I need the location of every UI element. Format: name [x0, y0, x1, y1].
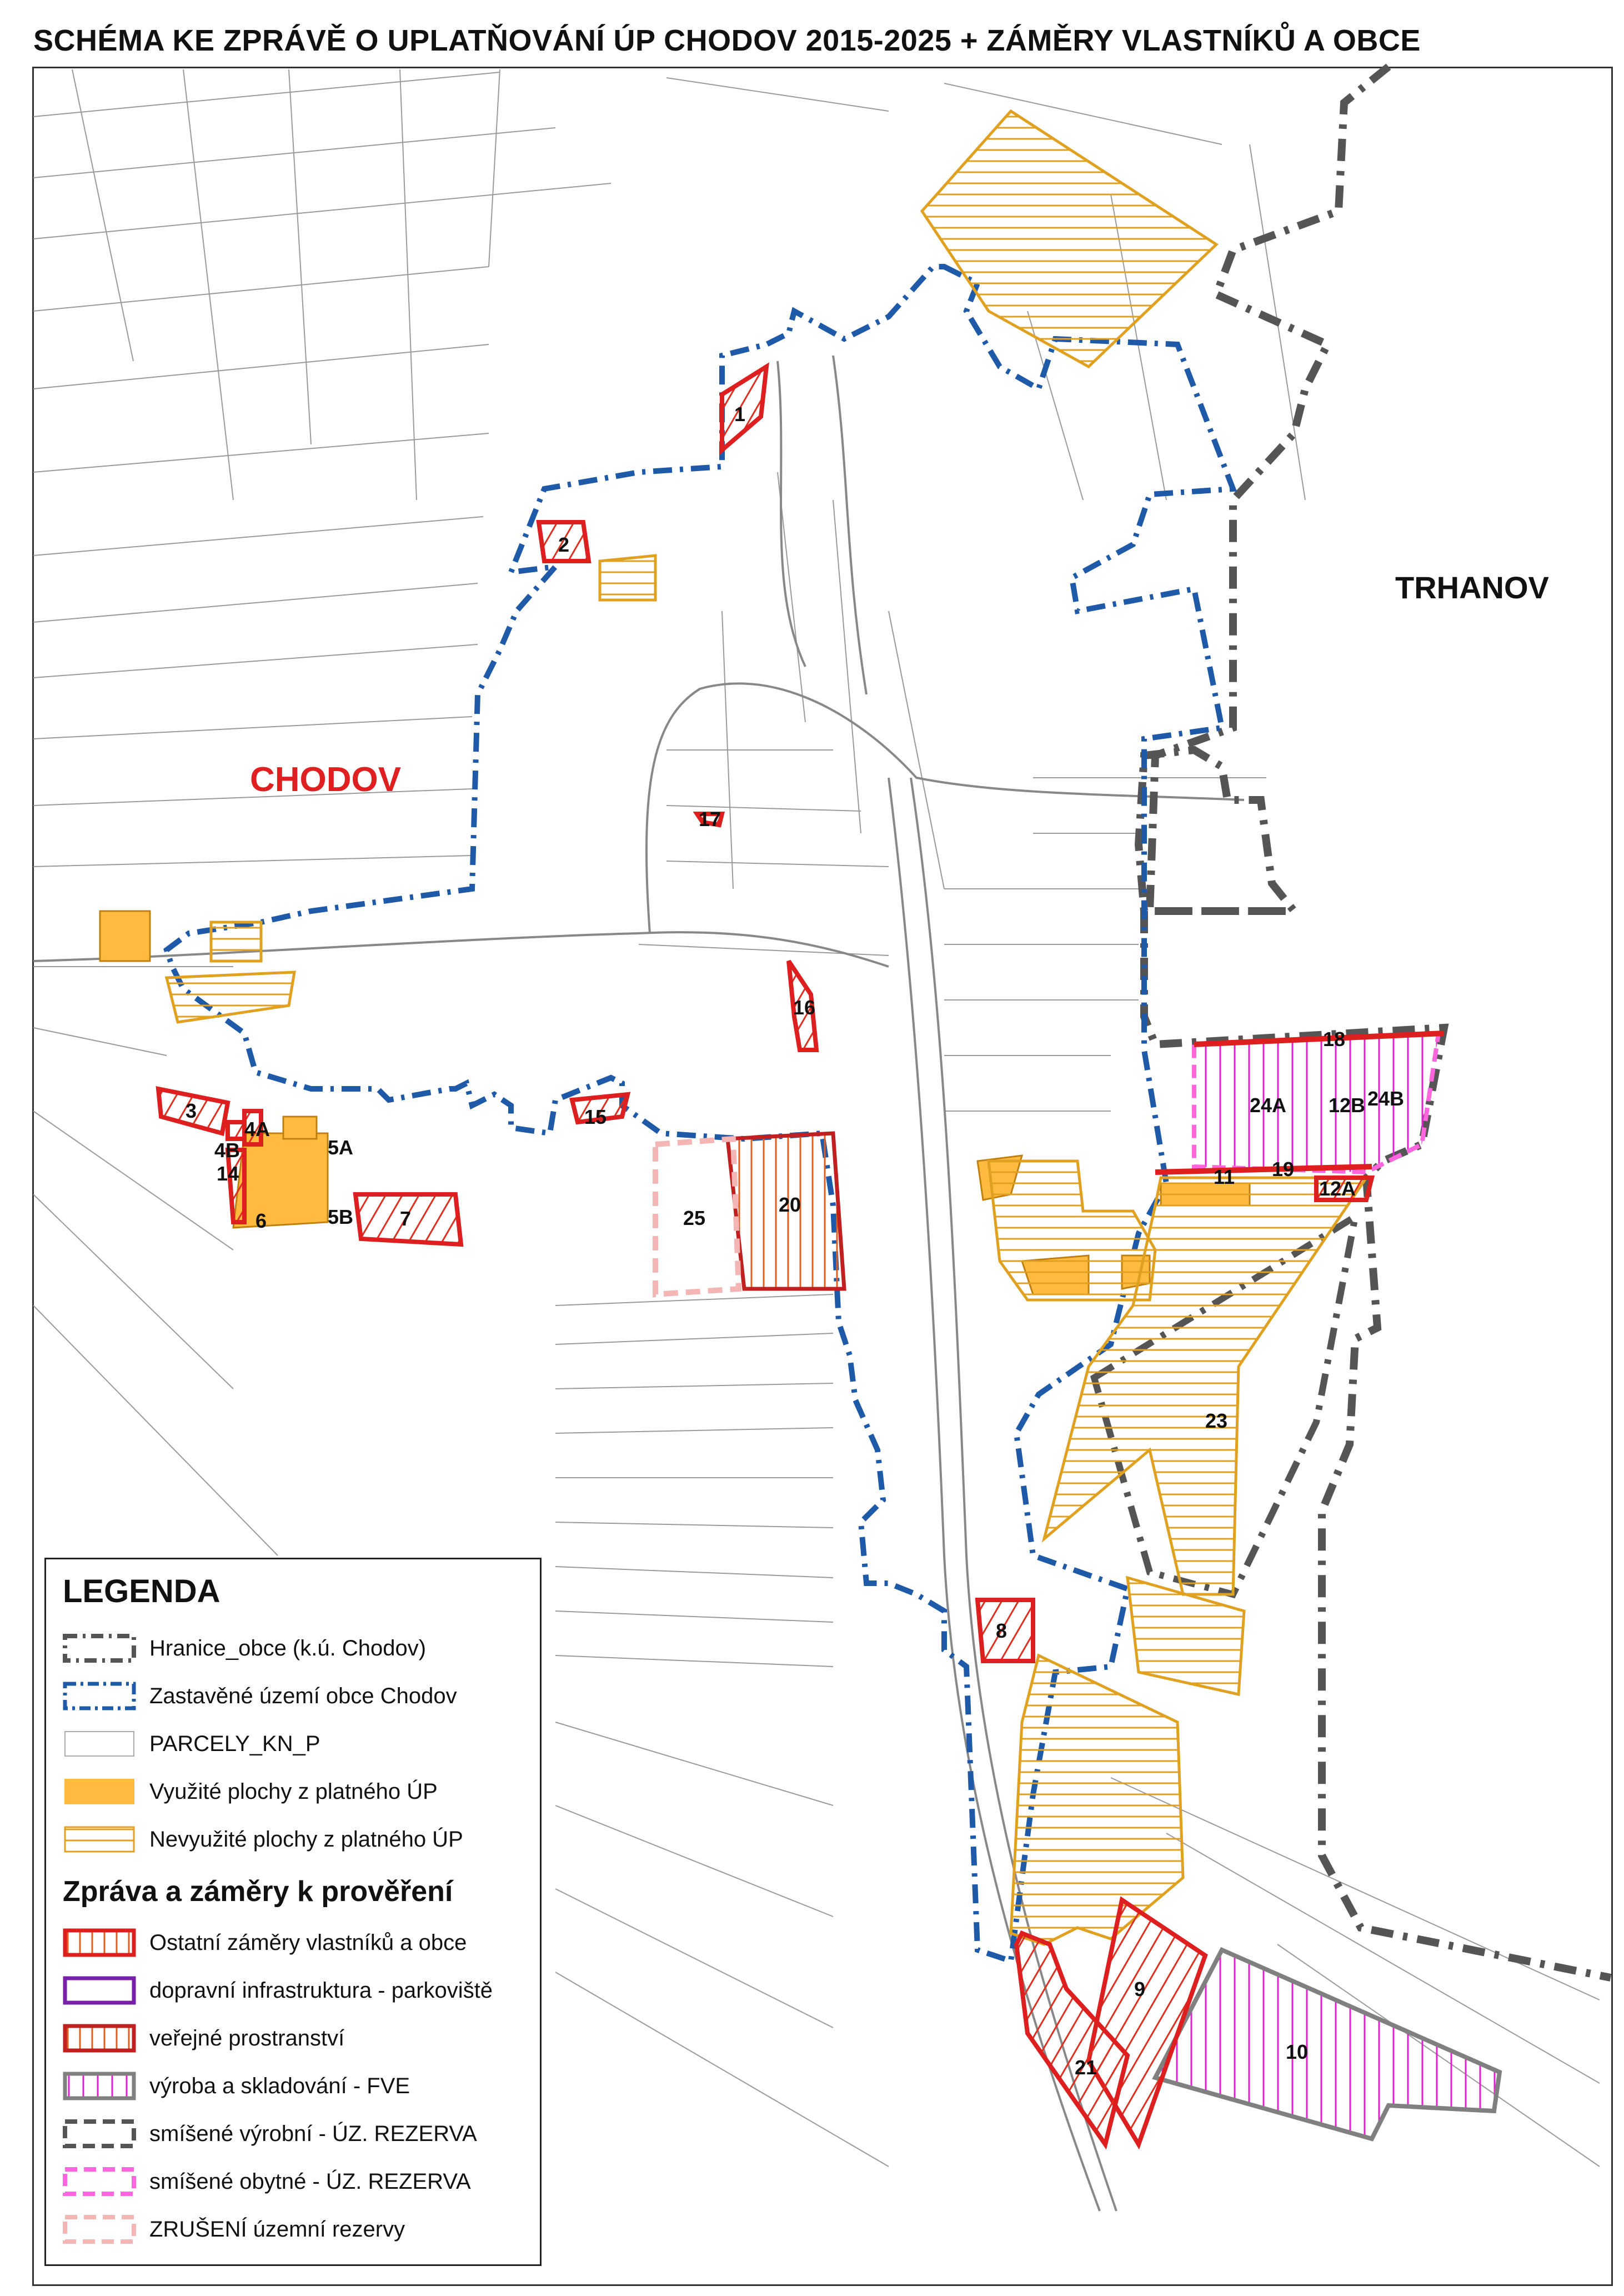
zone-label-10: 10: [1286, 2040, 1309, 2063]
zone-label-11: 11: [1214, 1165, 1235, 1188]
place-label-trhanov: TRHANOV: [1395, 570, 1549, 605]
zone-label-19: 19: [1272, 1158, 1295, 1180]
owner-intention-swatch-icon: [62, 1927, 137, 1958]
zone-label-4A: 4A: [244, 1118, 270, 1141]
legend: LEGENDA Hranice_obce (k.ú. Chodov) Zastavěné území obce Chodov PARCELY_KN_P Využité plochy z platného ÚP Nevyužité plochy z platného ÚP Zpráva a záměry k prověření Ostatní záměry vlastníků a obce dopravní infrastruktura - parkoviště veřejné prostranství výroba a skladování - FVE smíšené výrobní - ÚZ. REZERVA smíšené obytné - ÚZ. REZERVA ZRUŠENÍ územní rezervy: [44, 1558, 542, 2266]
zone-label-7: 7: [400, 1207, 412, 1230]
legend-title: LEGENDA: [63, 1573, 220, 1609]
fve-swatch-icon: [62, 2070, 137, 2102]
place-label-chodov: CHODOV: [250, 761, 402, 799]
parking-swatch-icon: [62, 1975, 137, 2006]
zone-label-20: 20: [779, 1193, 801, 1216]
reserve-production-swatch-icon: [62, 2118, 137, 2149]
parcel-swatch-icon: [62, 1728, 137, 1759]
zone-label-16: 16: [793, 996, 816, 1019]
boundary-swatch-icon: [62, 1633, 137, 1664]
municipal-boundary: [1139, 67, 1611, 1978]
zone-label-5B: 5B: [328, 1205, 354, 1228]
reserve-residential-swatch-icon: [62, 2166, 137, 2197]
zone-label-2: 2: [558, 533, 570, 556]
zone-label-15: 15: [584, 1106, 607, 1128]
zone-label-21: 21: [1075, 2056, 1097, 2079]
zone-label-3: 3: [186, 1099, 197, 1122]
legend-subtitle: Zpráva a záměry k prověření: [63, 1875, 453, 1908]
zone-label-18: 18: [1323, 1028, 1346, 1051]
zone-label-17: 17: [699, 808, 721, 831]
used-area-swatch-icon: [62, 1776, 137, 1807]
built-up-swatch-icon: [62, 1680, 137, 1712]
zone-label-25: 25: [683, 1207, 706, 1229]
map-title: SCHÉMA KE ZPRÁVĚ O UPLATŇOVÁNÍ ÚP CHODOV 2015-2025 + ZÁMĚRY VLASTNÍKŮ A OBCE: [33, 24, 1421, 57]
zone-label-1: 1: [734, 403, 746, 426]
zone-label-12A: 12A: [1319, 1177, 1356, 1200]
zone-label-14: 14: [217, 1162, 239, 1185]
public-space-swatch-icon: [62, 2023, 137, 2054]
zone-label-12B: 12B: [1329, 1094, 1366, 1117]
zone-label-24B: 24B: [1367, 1087, 1405, 1110]
zone-label-6: 6: [255, 1209, 267, 1232]
zone-label-9: 9: [1134, 1978, 1146, 2000]
unused-area-swatch-icon: [62, 1824, 137, 1855]
zone-label-8: 8: [996, 1619, 1008, 1642]
reserve-cancel-swatch-icon: [62, 2214, 137, 2245]
zone-label-5A: 5A: [328, 1136, 354, 1159]
zone-label-4B: 4B: [214, 1139, 240, 1162]
zone-label-23: 23: [1205, 1409, 1228, 1432]
zone-label-24A: 24A: [1250, 1094, 1287, 1117]
